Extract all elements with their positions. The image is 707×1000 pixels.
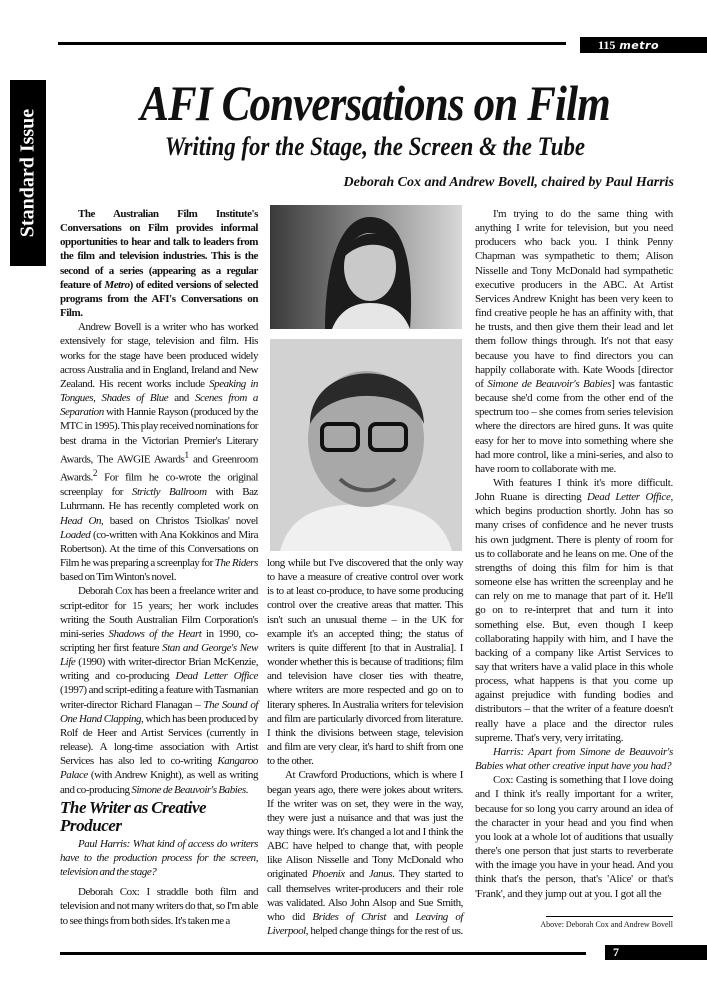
caption-rule: [546, 916, 673, 917]
italic-text: Dead Letter Office: [587, 491, 671, 504]
text-run: with Hannie Rayson (produced by the MTC in 1995). This play received nominations for best drama in the Victorian Premier's Literary Awards, The AWGIE Awards: [60, 406, 258, 466]
middle-column: [267, 556, 463, 938]
section-tab: [10, 80, 46, 266]
text-run: (with Andrew Knight), as well as writing and co-producing: [60, 769, 258, 796]
issue-label: [580, 37, 707, 53]
features-paragraph: [475, 476, 673, 745]
text-run: and Greenroom Awards.: [60, 453, 258, 485]
intro-paragraph: [60, 207, 258, 320]
text-run: . They started to call themselves writer-producers and their role was validated. Also John Alsop and Sue Smith, who did: [267, 868, 463, 923]
italic-text: Brides of Christ: [312, 910, 386, 923]
italic-text: Metro: [104, 278, 130, 291]
footnote-marker: 1: [184, 449, 189, 460]
text-run: in 1990, co-scripting her first feature: [60, 627, 258, 654]
crawford-paragraph: [267, 768, 463, 938]
italic-text: Kangaroo Palace: [60, 755, 258, 782]
photo-deborah-cox: [270, 205, 462, 329]
italic-text: Loaded: [60, 528, 91, 541]
question-paragraph: [475, 745, 673, 773]
byline: Deborah Cox and Andrew Bovell, chaired by Paul Harris: [343, 175, 674, 190]
text-run: Cox: Casting is something that I love doing and I think it's really important for a writer, because for so long you carry around an idea of the character in your head and you find when you look at a whole lot of auditions that usually there's one person that just starts to reverberate with the image you have in your head. And you think that's the person, that's 'Alice' or that's 'Frank', and they jump out at you. I got all the: [475, 774, 673, 900]
page-number-box: [605, 945, 707, 960]
text-run: (co-written with Ana Kokkinos and Mira Robertson). At the time of this Conversations on Film he was preparing a screenplay for: [60, 528, 258, 570]
article-subtitle: Writing for the Stage, the Screen & the Tube: [164, 132, 586, 161]
text-run: Paul Harris: What kind of access do writers have to the production process for the screen, television and the stage?: [60, 837, 258, 879]
text-run: Andrew Bovell is a writer who has worked extensively for stage, television and film. His works for the stage have been produced widely across Australia and in England, Ireland and New Zealand. His recent works include: [60, 321, 258, 390]
text-run: and: [344, 868, 369, 881]
text-run: , which has been produced by Rolf de Heer and Artist Services (currently in release). A long-time association with Artist Services has also led to co-writing: [60, 712, 259, 768]
italic-text: The Riders: [214, 557, 258, 570]
answer-paragraph: [475, 773, 673, 900]
text-run: long while but I've discovered that the only way to have a measure of creative control over work is to at least co-produce, to have some producing control over the creative areas that matter. This isn't such an unusual theme – in the UK for example it's an accepted thing; the status of writers is quite different [to that in Australia]. I wonder whether this is because of traditions; film and television have closer ties with theatre, where writers are more respected and go on to literary spheres. In Australia writers for television and film are particularly divorced from literature. I think the divisions between stage, television and film are very clear, it's hard to shift from one to the other.: [267, 557, 463, 768]
page-number: 7: [613, 945, 619, 959]
text-run: .: [245, 783, 248, 796]
italic-text: The Sound of One Hand Clapping: [60, 698, 258, 725]
text-run: (1997) and script-editing a feature with Tasmanian writer-director Richard Flanagan –: [60, 684, 258, 711]
text-run: , which begins production shortly. John has so many crises of confidence and he never trusts his own judgment. There is plenty of room for us to collaborate and he leans on me. One of the strengths of doing this film for him is that someone else has written the screenplay and he can rely on me to manage that part of it. He'll go on to re-interpret that and turn it into something else. But, even though I keep collaborating happily with him, and I have the backing of a company like Artist Services to say that writers have a valid place in this whole process, what happens is that you come up against prejudice with funding bodies and distributors – that the writer of a feature doesn't really have a place and the director rules supreme. That's very, very irritating.: [475, 491, 673, 744]
cox-bio-paragraph: [60, 584, 258, 796]
text-run: At Crawford Productions, which is where I began years ago, there were jokes about writers. If the writer was on set, they were in the way, they were just a nuisance and that was just the way things were. It's changed a lot and I think the ABC have helped to change that, with people like Alison Nisselle and Tony McDonald who originated: [267, 769, 463, 881]
italic-text: Simone de Beauvoir's Babies: [131, 783, 246, 796]
photo-andrew-bovell: [270, 339, 462, 551]
italic-text: Simone de Beauvoir's Babies: [487, 377, 612, 390]
issue-number: 115: [598, 38, 616, 52]
text-run: (1990) with writer-director Brian McKenzie, writing and co-producing: [60, 656, 258, 683]
text-run: , helped change things for the rest of us.: [305, 925, 463, 938]
italic-text: Shadows of the Heart: [108, 627, 202, 640]
italic-text: Scenes from a Separation: [60, 392, 258, 419]
text-run: With features I think it's more difficult. John Ruane is directing: [475, 476, 673, 504]
photo-caption: Above: Deborah Cox and Andrew Bovell: [540, 920, 673, 929]
italic-text: Phoenix: [311, 868, 345, 881]
text-run: , based on Christos Tsiolkas' novel: [101, 514, 258, 527]
text-run: Deborah Cox has been a freelance writer and script-editor for 15 years; her work includes writing the South Australian Film Corporation's mini-series: [60, 585, 258, 640]
left-column: [60, 207, 258, 928]
article-title: AFI Conversations on Film: [140, 75, 610, 131]
footnote-marker: 2: [92, 468, 97, 479]
answer-paragraph: [60, 885, 258, 927]
top-rule: [58, 42, 566, 45]
text-run: ) of edited versions of selected programs from the AFI's Conversations on Film.: [60, 278, 258, 320]
text-run: I'm trying to do the same thing with anything I write for television, but you need producers who back you. I think Penny Chapman was sympathetic to them; Alison Nisselle and Tony McDonald had sympathetic executive producers in the ABC. At Artist Services Andrew Knight has been very keen to find creative people he has an affinity with, that he trusts, and then give them their lead and let them follow things through. It's not that easy because you have to find directors you can happily collaborate with. Kate Woods [director of: [475, 208, 673, 390]
question-paragraph: [60, 837, 258, 879]
italic-text: Janus: [368, 868, 393, 881]
bovell-bio-paragraph: [60, 320, 258, 584]
bottom-rule: [60, 952, 586, 955]
answer-continued-paragraph: [267, 556, 463, 768]
magazine-name: metro: [619, 39, 660, 52]
italic-text: Dead Letter Office: [175, 670, 258, 683]
text-run: and: [168, 392, 195, 405]
text-run: based on Tim Winton's novel.: [60, 571, 176, 584]
italic-text: Speaking in Tongues, Shades of Blue: [60, 377, 258, 405]
italic-text: Head On: [60, 514, 102, 527]
text-run: Deborah Cox: I straddle both film and television and not many writers do that, so I'm able to see things from both sides. It's taken me a: [60, 886, 258, 927]
right-column: [475, 207, 673, 901]
italic-text: Strictly Ballroom: [131, 486, 207, 499]
text-run: and: [385, 910, 416, 923]
section-heading: The Writer as Creative Producer: [60, 797, 207, 835]
text-run: For film he co-wrote the original screenplay for: [60, 472, 258, 499]
section-tab-label: Standard Issue: [16, 108, 39, 238]
text-run: Harris: Apart from Simone de Beauvoir's Babies what other creative input have you had?: [475, 745, 673, 773]
text-run: ] was fantastic because she'd come from the other end of the spectrum too – she comes from series television where the directors are hired guns. It was quite easy for her to move into something where she had more control, like a mini-series, and also to have room to collaborate with me.: [475, 377, 674, 475]
text-run: The Australian Film Institute's Conversations on Film provides informal opportunities to hear and talk to leaders from the film and television industries. This is the second of a series (appearing as a regular feature of: [60, 208, 258, 291]
television-paragraph: [475, 207, 673, 476]
italic-text: Leaving of Liverpool: [267, 910, 463, 938]
italic-text: Stan and George's New Life: [60, 642, 258, 669]
text-run: with Baz Luhrmann. He has recently completed work on: [60, 486, 258, 513]
